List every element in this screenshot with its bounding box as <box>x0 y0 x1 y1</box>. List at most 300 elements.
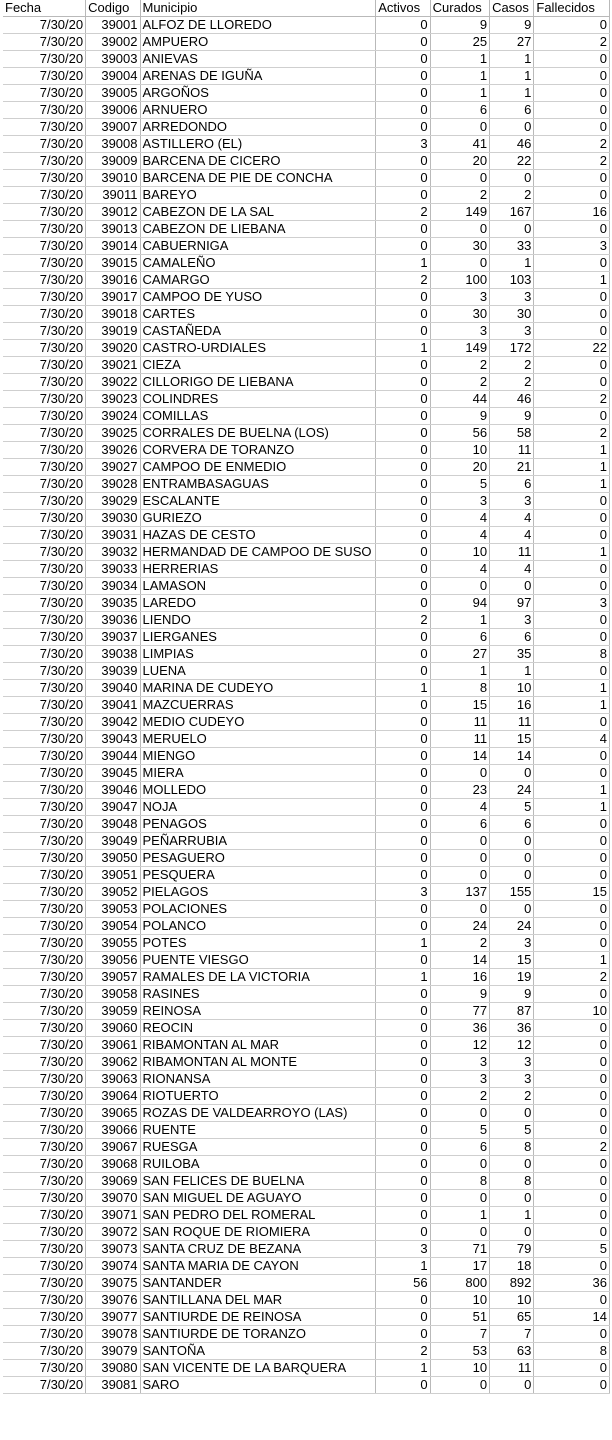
municipio-cell[interactable]: CABEZON DE LIEBANA <box>140 221 376 238</box>
casos-cell[interactable]: 8 <box>490 1139 534 1156</box>
curados-cell[interactable]: 17 <box>430 1258 489 1275</box>
fecha-cell[interactable]: 7/30/20 <box>3 867 86 884</box>
casos-cell[interactable]: 27 <box>490 34 534 51</box>
fecha-cell[interactable]: 7/30/20 <box>3 1377 86 1394</box>
municipio-cell[interactable]: BAREYO <box>140 187 376 204</box>
curados-cell[interactable]: 0 <box>430 765 489 782</box>
fallecidos-cell[interactable]: 1 <box>534 952 610 969</box>
codigo-cell[interactable]: 39027 <box>86 459 140 476</box>
fallecidos-cell[interactable]: 0 <box>534 935 610 952</box>
codigo-cell[interactable]: 39078 <box>86 1326 140 1343</box>
codigo-cell[interactable]: 39008 <box>86 136 140 153</box>
curados-cell[interactable]: 9 <box>430 17 489 34</box>
casos-cell[interactable]: 172 <box>490 340 534 357</box>
curados-cell[interactable]: 14 <box>430 952 489 969</box>
casos-cell[interactable]: 46 <box>490 136 534 153</box>
fallecidos-cell[interactable]: 0 <box>534 1190 610 1207</box>
fecha-cell[interactable]: 7/30/20 <box>3 1071 86 1088</box>
municipio-cell[interactable]: SANTIURDE DE REINOSA <box>140 1309 376 1326</box>
municipio-cell[interactable]: CILLORIGO DE LIEBANA <box>140 374 376 391</box>
codigo-cell[interactable]: 39037 <box>86 629 140 646</box>
codigo-cell[interactable]: 39079 <box>86 1343 140 1360</box>
codigo-cell[interactable]: 39035 <box>86 595 140 612</box>
fecha-cell[interactable]: 7/30/20 <box>3 136 86 153</box>
fallecidos-cell[interactable]: 2 <box>534 136 610 153</box>
activos-cell[interactable]: 0 <box>376 748 430 765</box>
curados-cell[interactable]: 0 <box>430 850 489 867</box>
fallecidos-cell[interactable]: 0 <box>534 850 610 867</box>
codigo-cell[interactable]: 39032 <box>86 544 140 561</box>
activos-cell[interactable]: 0 <box>376 1377 430 1394</box>
activos-cell[interactable]: 0 <box>376 1105 430 1122</box>
fecha-cell[interactable]: 7/30/20 <box>3 1292 86 1309</box>
casos-cell[interactable]: 3 <box>490 1054 534 1071</box>
codigo-cell[interactable]: 39017 <box>86 289 140 306</box>
curados-cell[interactable]: 1 <box>430 663 489 680</box>
casos-cell[interactable]: 65 <box>490 1309 534 1326</box>
fallecidos-cell[interactable]: 8 <box>534 1343 610 1360</box>
fallecidos-cell[interactable]: 0 <box>534 714 610 731</box>
curados-cell[interactable]: 0 <box>430 901 489 918</box>
curados-cell[interactable]: 1 <box>430 85 489 102</box>
municipio-cell[interactable]: AMPUERO <box>140 34 376 51</box>
codigo-cell[interactable]: 39047 <box>86 799 140 816</box>
fallecidos-cell[interactable]: 0 <box>534 510 610 527</box>
curados-cell[interactable]: 41 <box>430 136 489 153</box>
municipio-cell[interactable]: CARTES <box>140 306 376 323</box>
curados-cell[interactable]: 0 <box>430 221 489 238</box>
curados-cell[interactable]: 4 <box>430 561 489 578</box>
fecha-cell[interactable]: 7/30/20 <box>3 34 86 51</box>
curados-cell[interactable]: 11 <box>430 731 489 748</box>
casos-cell[interactable]: 1 <box>490 255 534 272</box>
municipio-cell[interactable]: SANTOÑA <box>140 1343 376 1360</box>
fecha-cell[interactable]: 7/30/20 <box>3 1173 86 1190</box>
fecha-cell[interactable]: 7/30/20 <box>3 17 86 34</box>
municipio-cell[interactable]: HAZAS DE CESTO <box>140 527 376 544</box>
activos-cell[interactable]: 0 <box>376 867 430 884</box>
activos-cell[interactable]: 2 <box>376 612 430 629</box>
casos-cell[interactable]: 11 <box>490 442 534 459</box>
codigo-cell[interactable]: 39015 <box>86 255 140 272</box>
activos-cell[interactable]: 0 <box>376 459 430 476</box>
fecha-cell[interactable]: 7/30/20 <box>3 425 86 442</box>
fallecidos-cell[interactable]: 0 <box>534 612 610 629</box>
codigo-cell[interactable]: 39012 <box>86 204 140 221</box>
activos-cell[interactable]: 0 <box>376 918 430 935</box>
municipio-cell[interactable]: RASINES <box>140 986 376 1003</box>
curados-cell[interactable]: 3 <box>430 323 489 340</box>
municipio-cell[interactable]: RAMALES DE LA VICTORIA <box>140 969 376 986</box>
fecha-cell[interactable]: 7/30/20 <box>3 187 86 204</box>
header-fecha[interactable]: Fecha <box>3 0 86 17</box>
activos-cell[interactable]: 0 <box>376 187 430 204</box>
codigo-cell[interactable]: 39081 <box>86 1377 140 1394</box>
curados-cell[interactable]: 2 <box>430 935 489 952</box>
fallecidos-cell[interactable]: 2 <box>534 425 610 442</box>
fecha-cell[interactable]: 7/30/20 <box>3 323 86 340</box>
fallecidos-cell[interactable]: 0 <box>534 1258 610 1275</box>
municipio-cell[interactable]: RIONANSA <box>140 1071 376 1088</box>
casos-cell[interactable]: 8 <box>490 1173 534 1190</box>
casos-cell[interactable]: 0 <box>490 1156 534 1173</box>
municipio-cell[interactable]: RUESGA <box>140 1139 376 1156</box>
municipio-cell[interactable]: SAN FELICES DE BUELNA <box>140 1173 376 1190</box>
activos-cell[interactable]: 0 <box>376 408 430 425</box>
casos-cell[interactable]: 79 <box>490 1241 534 1258</box>
fallecidos-cell[interactable]: 2 <box>534 1139 610 1156</box>
curados-cell[interactable]: 149 <box>430 340 489 357</box>
codigo-cell[interactable]: 39038 <box>86 646 140 663</box>
fecha-cell[interactable]: 7/30/20 <box>3 340 86 357</box>
municipio-cell[interactable]: BARCENA DE CICERO <box>140 153 376 170</box>
municipio-cell[interactable]: CASTRO-URDIALES <box>140 340 376 357</box>
codigo-cell[interactable]: 39007 <box>86 119 140 136</box>
municipio-cell[interactable]: LAREDO <box>140 595 376 612</box>
curados-cell[interactable]: 0 <box>430 1224 489 1241</box>
casos-cell[interactable]: 3 <box>490 323 534 340</box>
codigo-cell[interactable]: 39018 <box>86 306 140 323</box>
fallecidos-cell[interactable]: 22 <box>534 340 610 357</box>
fallecidos-cell[interactable]: 0 <box>534 1224 610 1241</box>
activos-cell[interactable]: 0 <box>376 1292 430 1309</box>
fecha-cell[interactable]: 7/30/20 <box>3 255 86 272</box>
casos-cell[interactable]: 0 <box>490 765 534 782</box>
fecha-cell[interactable]: 7/30/20 <box>3 68 86 85</box>
municipio-cell[interactable]: SANTA MARIA DE CAYON <box>140 1258 376 1275</box>
municipio-cell[interactable]: MARINA DE CUDEYO <box>140 680 376 697</box>
fallecidos-cell[interactable]: 0 <box>534 1360 610 1377</box>
municipio-cell[interactable]: SAN VICENTE DE LA BARQUERA <box>140 1360 376 1377</box>
fecha-cell[interactable]: 7/30/20 <box>3 544 86 561</box>
municipio-cell[interactable]: PUENTE VIESGO <box>140 952 376 969</box>
casos-cell[interactable]: 1 <box>490 51 534 68</box>
casos-cell[interactable]: 0 <box>490 170 534 187</box>
fecha-cell[interactable]: 7/30/20 <box>3 629 86 646</box>
curados-cell[interactable]: 149 <box>430 204 489 221</box>
codigo-cell[interactable]: 39053 <box>86 901 140 918</box>
codigo-cell[interactable]: 39059 <box>86 1003 140 1020</box>
activos-cell[interactable]: 1 <box>376 1258 430 1275</box>
municipio-cell[interactable]: REINOSA <box>140 1003 376 1020</box>
fallecidos-cell[interactable]: 16 <box>534 204 610 221</box>
codigo-cell[interactable]: 39066 <box>86 1122 140 1139</box>
fecha-cell[interactable]: 7/30/20 <box>3 459 86 476</box>
curados-cell[interactable]: 100 <box>430 272 489 289</box>
curados-cell[interactable]: 10 <box>430 442 489 459</box>
municipio-cell[interactable]: LAMASON <box>140 578 376 595</box>
curados-cell[interactable]: 23 <box>430 782 489 799</box>
codigo-cell[interactable]: 39043 <box>86 731 140 748</box>
casos-cell[interactable]: 0 <box>490 833 534 850</box>
curados-cell[interactable]: 53 <box>430 1343 489 1360</box>
codigo-cell[interactable]: 39072 <box>86 1224 140 1241</box>
activos-cell[interactable]: 3 <box>376 884 430 901</box>
activos-cell[interactable]: 0 <box>376 663 430 680</box>
codigo-cell[interactable]: 39054 <box>86 918 140 935</box>
municipio-cell[interactable]: CAMALEÑO <box>140 255 376 272</box>
fallecidos-cell[interactable]: 3 <box>534 238 610 255</box>
fallecidos-cell[interactable]: 1 <box>534 272 610 289</box>
fecha-cell[interactable]: 7/30/20 <box>3 1105 86 1122</box>
fallecidos-cell[interactable]: 0 <box>534 867 610 884</box>
activos-cell[interactable]: 1 <box>376 680 430 697</box>
activos-cell[interactable]: 0 <box>376 1139 430 1156</box>
curados-cell[interactable]: 11 <box>430 714 489 731</box>
municipio-cell[interactable]: CORVERA DE TORANZO <box>140 442 376 459</box>
fallecidos-cell[interactable]: 36 <box>534 1275 610 1292</box>
municipio-cell[interactable]: MEDIO CUDEYO <box>140 714 376 731</box>
curados-cell[interactable]: 16 <box>430 969 489 986</box>
activos-cell[interactable]: 0 <box>376 221 430 238</box>
fallecidos-cell[interactable]: 0 <box>534 1326 610 1343</box>
municipio-cell[interactable]: ANIEVAS <box>140 51 376 68</box>
municipio-cell[interactable]: LIMPIAS <box>140 646 376 663</box>
municipio-cell[interactable]: MAZCUERRAS <box>140 697 376 714</box>
casos-cell[interactable]: 11 <box>490 544 534 561</box>
curados-cell[interactable]: 8 <box>430 1173 489 1190</box>
municipio-cell[interactable]: CABEZON DE LA SAL <box>140 204 376 221</box>
fallecidos-cell[interactable]: 0 <box>534 306 610 323</box>
municipio-cell[interactable]: POTES <box>140 935 376 952</box>
municipio-cell[interactable]: ARREDONDO <box>140 119 376 136</box>
activos-cell[interactable]: 0 <box>376 306 430 323</box>
fecha-cell[interactable]: 7/30/20 <box>3 85 86 102</box>
curados-cell[interactable]: 0 <box>430 170 489 187</box>
activos-cell[interactable]: 0 <box>376 1309 430 1326</box>
fecha-cell[interactable]: 7/30/20 <box>3 1122 86 1139</box>
casos-cell[interactable]: 2 <box>490 187 534 204</box>
fecha-cell[interactable]: 7/30/20 <box>3 1224 86 1241</box>
casos-cell[interactable]: 36 <box>490 1020 534 1037</box>
municipio-cell[interactable]: LIENDO <box>140 612 376 629</box>
curados-cell[interactable]: 25 <box>430 34 489 51</box>
activos-cell[interactable]: 0 <box>376 1003 430 1020</box>
activos-cell[interactable]: 0 <box>376 1122 430 1139</box>
fecha-cell[interactable]: 7/30/20 <box>3 901 86 918</box>
municipio-cell[interactable]: ASTILLERO (EL) <box>140 136 376 153</box>
codigo-cell[interactable]: 39028 <box>86 476 140 493</box>
municipio-cell[interactable]: PESAGUERO <box>140 850 376 867</box>
fecha-cell[interactable]: 7/30/20 <box>3 578 86 595</box>
fallecidos-cell[interactable]: 0 <box>534 1292 610 1309</box>
municipio-cell[interactable]: CABUERNIGA <box>140 238 376 255</box>
municipio-cell[interactable]: SAN ROQUE DE RIOMIERA <box>140 1224 376 1241</box>
activos-cell[interactable]: 1 <box>376 969 430 986</box>
codigo-cell[interactable]: 39023 <box>86 391 140 408</box>
fecha-cell[interactable]: 7/30/20 <box>3 1020 86 1037</box>
casos-cell[interactable]: 18 <box>490 1258 534 1275</box>
municipio-cell[interactable]: RIBAMONTAN AL MONTE <box>140 1054 376 1071</box>
codigo-cell[interactable]: 39030 <box>86 510 140 527</box>
fecha-cell[interactable]: 7/30/20 <box>3 612 86 629</box>
activos-cell[interactable]: 56 <box>376 1275 430 1292</box>
casos-cell[interactable]: 1 <box>490 68 534 85</box>
fallecidos-cell[interactable]: 0 <box>534 357 610 374</box>
curados-cell[interactable]: 1 <box>430 51 489 68</box>
codigo-cell[interactable]: 39080 <box>86 1360 140 1377</box>
casos-cell[interactable]: 97 <box>490 595 534 612</box>
casos-cell[interactable]: 3 <box>490 289 534 306</box>
fallecidos-cell[interactable]: 0 <box>534 1071 610 1088</box>
fallecidos-cell[interactable]: 0 <box>534 1173 610 1190</box>
municipio-cell[interactable]: MERUELO <box>140 731 376 748</box>
activos-cell[interactable]: 0 <box>376 544 430 561</box>
activos-cell[interactable]: 0 <box>376 731 430 748</box>
curados-cell[interactable]: 6 <box>430 1139 489 1156</box>
curados-cell[interactable]: 20 <box>430 459 489 476</box>
curados-cell[interactable]: 7 <box>430 1326 489 1343</box>
activos-cell[interactable]: 0 <box>376 901 430 918</box>
fecha-cell[interactable]: 7/30/20 <box>3 391 86 408</box>
curados-cell[interactable]: 56 <box>430 425 489 442</box>
activos-cell[interactable]: 0 <box>376 476 430 493</box>
fallecidos-cell[interactable]: 1 <box>534 782 610 799</box>
municipio-cell[interactable]: LUENA <box>140 663 376 680</box>
codigo-cell[interactable]: 39057 <box>86 969 140 986</box>
activos-cell[interactable]: 0 <box>376 986 430 1003</box>
casos-cell[interactable]: 2 <box>490 357 534 374</box>
activos-cell[interactable]: 0 <box>376 697 430 714</box>
fallecidos-cell[interactable]: 0 <box>534 748 610 765</box>
municipio-cell[interactable]: ARGOÑOS <box>140 85 376 102</box>
codigo-cell[interactable]: 39070 <box>86 1190 140 1207</box>
fallecidos-cell[interactable]: 0 <box>534 102 610 119</box>
curados-cell[interactable]: 4 <box>430 527 489 544</box>
fecha-cell[interactable]: 7/30/20 <box>3 204 86 221</box>
municipio-cell[interactable]: CAMARGO <box>140 272 376 289</box>
activos-cell[interactable]: 2 <box>376 204 430 221</box>
codigo-cell[interactable]: 39004 <box>86 68 140 85</box>
fecha-cell[interactable]: 7/30/20 <box>3 714 86 731</box>
municipio-cell[interactable]: POLANCO <box>140 918 376 935</box>
municipio-cell[interactable]: MIERA <box>140 765 376 782</box>
fallecidos-cell[interactable]: 0 <box>534 170 610 187</box>
casos-cell[interactable]: 6 <box>490 816 534 833</box>
fecha-cell[interactable]: 7/30/20 <box>3 918 86 935</box>
fecha-cell[interactable]: 7/30/20 <box>3 595 86 612</box>
codigo-cell[interactable]: 39046 <box>86 782 140 799</box>
fallecidos-cell[interactable]: 0 <box>534 119 610 136</box>
codigo-cell[interactable]: 39061 <box>86 1037 140 1054</box>
activos-cell[interactable]: 0 <box>376 68 430 85</box>
municipio-cell[interactable]: NOJA <box>140 799 376 816</box>
curados-cell[interactable]: 0 <box>430 867 489 884</box>
activos-cell[interactable]: 0 <box>376 646 430 663</box>
fallecidos-cell[interactable]: 2 <box>534 391 610 408</box>
activos-cell[interactable]: 0 <box>376 391 430 408</box>
municipio-cell[interactable]: RIBAMONTAN AL MAR <box>140 1037 376 1054</box>
curados-cell[interactable]: 9 <box>430 408 489 425</box>
municipio-cell[interactable]: SANTILLANA DEL MAR <box>140 1292 376 1309</box>
codigo-cell[interactable]: 39077 <box>86 1309 140 1326</box>
fallecidos-cell[interactable]: 0 <box>534 1054 610 1071</box>
municipio-cell[interactable]: ARNUERO <box>140 102 376 119</box>
activos-cell[interactable]: 0 <box>376 238 430 255</box>
municipio-cell[interactable]: COLINDRES <box>140 391 376 408</box>
activos-cell[interactable]: 1 <box>376 255 430 272</box>
fecha-cell[interactable]: 7/30/20 <box>3 969 86 986</box>
activos-cell[interactable]: 0 <box>376 493 430 510</box>
codigo-cell[interactable]: 39022 <box>86 374 140 391</box>
municipio-cell[interactable]: HERRERIAS <box>140 561 376 578</box>
codigo-cell[interactable]: 39042 <box>86 714 140 731</box>
curados-cell[interactable]: 0 <box>430 255 489 272</box>
codigo-cell[interactable]: 39044 <box>86 748 140 765</box>
casos-cell[interactable]: 22 <box>490 153 534 170</box>
curados-cell[interactable]: 10 <box>430 1292 489 1309</box>
activos-cell[interactable]: 1 <box>376 340 430 357</box>
fecha-cell[interactable]: 7/30/20 <box>3 374 86 391</box>
curados-cell[interactable]: 0 <box>430 578 489 595</box>
municipio-cell[interactable]: ESCALANTE <box>140 493 376 510</box>
fecha-cell[interactable]: 7/30/20 <box>3 221 86 238</box>
fallecidos-cell[interactable]: 2 <box>534 34 610 51</box>
municipio-cell[interactable]: SANTANDER <box>140 1275 376 1292</box>
fecha-cell[interactable]: 7/30/20 <box>3 306 86 323</box>
fecha-cell[interactable]: 7/30/20 <box>3 153 86 170</box>
casos-cell[interactable]: 2 <box>490 374 534 391</box>
casos-cell[interactable]: 1 <box>490 663 534 680</box>
activos-cell[interactable]: 0 <box>376 561 430 578</box>
fallecidos-cell[interactable]: 0 <box>534 85 610 102</box>
activos-cell[interactable]: 0 <box>376 629 430 646</box>
fallecidos-cell[interactable]: 0 <box>534 527 610 544</box>
curados-cell[interactable]: 0 <box>430 1156 489 1173</box>
codigo-cell[interactable]: 39073 <box>86 1241 140 1258</box>
activos-cell[interactable]: 0 <box>376 1037 430 1054</box>
casos-cell[interactable]: 58 <box>490 425 534 442</box>
codigo-cell[interactable]: 39009 <box>86 153 140 170</box>
casos-cell[interactable]: 0 <box>490 850 534 867</box>
fecha-cell[interactable]: 7/30/20 <box>3 1088 86 1105</box>
activos-cell[interactable]: 0 <box>376 102 430 119</box>
activos-cell[interactable]: 0 <box>376 153 430 170</box>
codigo-cell[interactable]: 39039 <box>86 663 140 680</box>
fecha-cell[interactable]: 7/30/20 <box>3 561 86 578</box>
codigo-cell[interactable]: 39063 <box>86 1071 140 1088</box>
activos-cell[interactable]: 0 <box>376 289 430 306</box>
fecha-cell[interactable]: 7/30/20 <box>3 748 86 765</box>
activos-cell[interactable]: 0 <box>376 714 430 731</box>
casos-cell[interactable]: 167 <box>490 204 534 221</box>
curados-cell[interactable]: 51 <box>430 1309 489 1326</box>
fallecidos-cell[interactable]: 0 <box>534 374 610 391</box>
casos-cell[interactable]: 3 <box>490 612 534 629</box>
curados-cell[interactable]: 4 <box>430 799 489 816</box>
municipio-cell[interactable]: CORRALES DE BUELNA (LOS) <box>140 425 376 442</box>
codigo-cell[interactable]: 39002 <box>86 34 140 51</box>
fecha-cell[interactable]: 7/30/20 <box>3 952 86 969</box>
curados-cell[interactable]: 30 <box>430 306 489 323</box>
casos-cell[interactable]: 11 <box>490 1360 534 1377</box>
fallecidos-cell[interactable]: 0 <box>534 17 610 34</box>
casos-cell[interactable]: 4 <box>490 527 534 544</box>
fallecidos-cell[interactable]: 0 <box>534 408 610 425</box>
codigo-cell[interactable]: 39040 <box>86 680 140 697</box>
municipio-cell[interactable]: RIOTUERTO <box>140 1088 376 1105</box>
fecha-cell[interactable]: 7/30/20 <box>3 1190 86 1207</box>
curados-cell[interactable]: 30 <box>430 238 489 255</box>
casos-cell[interactable]: 10 <box>490 1292 534 1309</box>
casos-cell[interactable]: 6 <box>490 476 534 493</box>
activos-cell[interactable]: 0 <box>376 1156 430 1173</box>
fallecidos-cell[interactable]: 0 <box>534 1122 610 1139</box>
fallecidos-cell[interactable]: 0 <box>534 561 610 578</box>
fecha-cell[interactable]: 7/30/20 <box>3 442 86 459</box>
fecha-cell[interactable]: 7/30/20 <box>3 1207 86 1224</box>
casos-cell[interactable]: 0 <box>490 1190 534 1207</box>
